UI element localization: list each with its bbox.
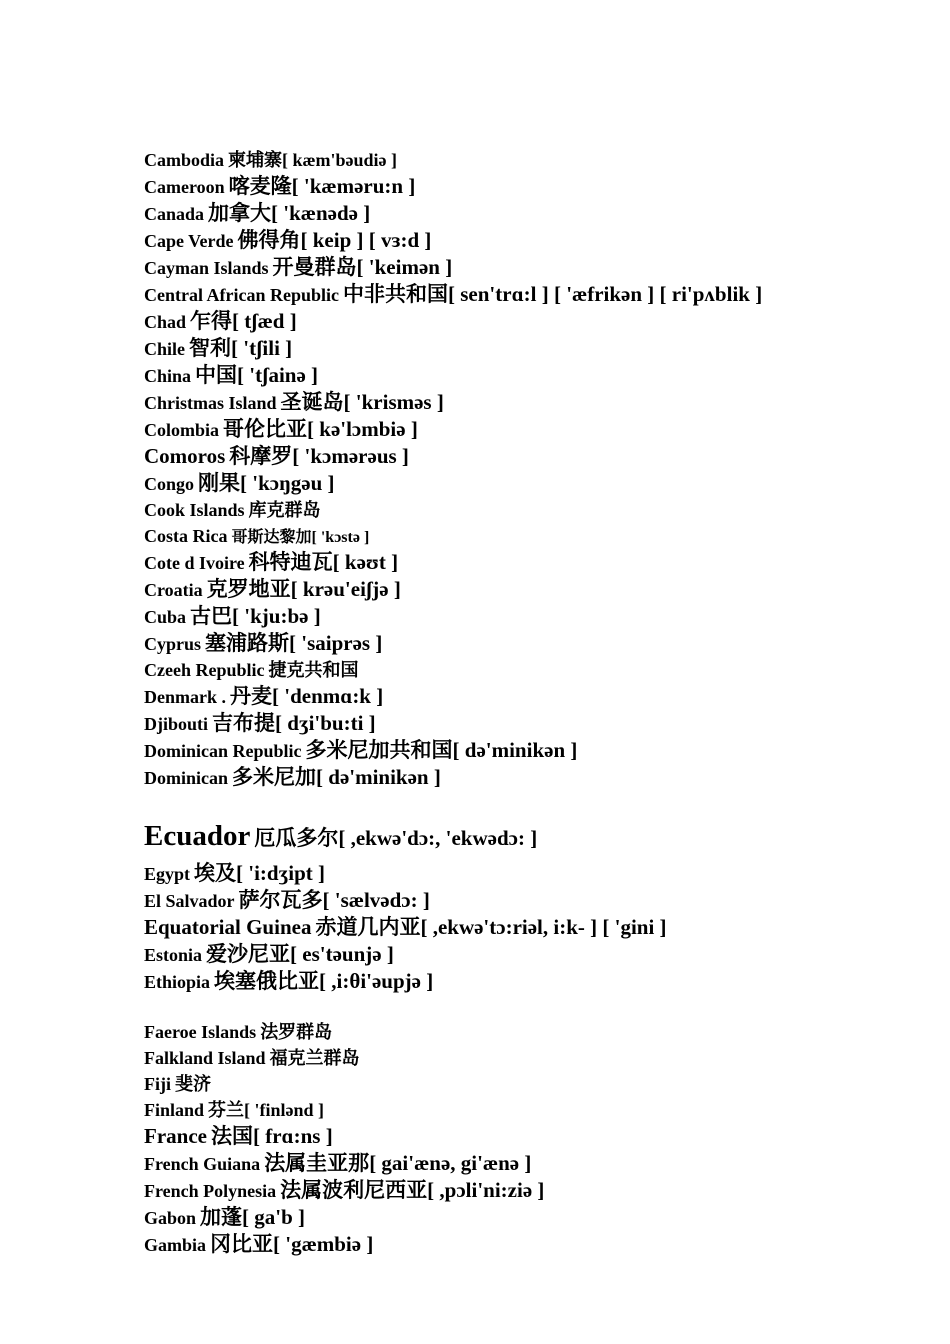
entry-phonetic: [ keip ] [ vɜ:d ] [300, 228, 432, 252]
entry-english: Equatorial Guinea [144, 915, 312, 939]
list-item [144, 1098, 814, 1124]
list-item [144, 417, 814, 444]
entry-english: France [144, 1124, 207, 1148]
entry-phonetic: [ 'kju:bə ] [232, 604, 321, 628]
entry-chinese: 科摩罗 [229, 444, 293, 468]
entry-phonetic: [ dʒi'bu:ti ] [275, 711, 376, 735]
entry-phonetic: [ ,pɔli'ni:ziə ] [427, 1178, 545, 1202]
entry-chinese: 法罗群岛 [260, 1022, 333, 1042]
entry-chinese: 中非共和国 [343, 282, 448, 306]
entry-english: Christmas Island [144, 393, 277, 413]
entry-chinese: 厄瓜多尔 [254, 826, 339, 850]
entry-phonetic: [ 'saiprəs ] [289, 631, 383, 655]
list-item [144, 550, 814, 577]
entry-chinese: 爱沙尼亚 [206, 942, 291, 966]
list-item [144, 390, 814, 417]
entry-english: Colombia [144, 420, 220, 440]
list-item [144, 604, 814, 631]
entry-phonetic: [ ,i:θi'əupjə ] [319, 969, 434, 993]
entry-phonetic: [ 'kæməru:n ] [291, 174, 416, 198]
list-item [144, 1020, 814, 1046]
entry-english: Cambodia [144, 150, 225, 170]
entry-chinese: 丹麦 [230, 684, 272, 708]
entry-chinese: 冈比亚 [210, 1232, 274, 1256]
entry-english: Fiji [144, 1074, 171, 1094]
entry-english: Gabon [144, 1208, 197, 1228]
entry-phonetic: [ 'tʃili ] [231, 336, 293, 360]
country-group-f-g [144, 1020, 814, 1259]
entry-english: Gambia [144, 1235, 207, 1255]
entry-chinese: 埃塞俄比亚 [214, 969, 320, 993]
section-gap [144, 792, 814, 816]
entry-chinese: 萨尔瓦多 [238, 888, 323, 912]
list-item [144, 631, 814, 658]
list-item-ecuador [144, 816, 814, 861]
entry-phonetic: [ es'təunjə ] [290, 942, 394, 966]
entry-phonetic: [ kə'lɔmbiə ] [307, 417, 418, 441]
list-item [144, 444, 814, 471]
entry-english: Dominican Republic [144, 741, 302, 761]
country-group-e [144, 861, 814, 996]
entry-phonetic: [ 'finlənd ] [244, 1100, 325, 1120]
list-item [144, 471, 814, 498]
entry-chinese: 法属圭亚那 [264, 1151, 370, 1175]
entry-phonetic: [ 'kɔmərəus ] [292, 444, 409, 468]
entry-chinese: 乍得 [190, 309, 233, 333]
entry-english: Chile [144, 339, 186, 359]
list-item [144, 363, 814, 390]
entry-chinese: 多米尼加 [232, 765, 317, 789]
entry-english: Croatia [144, 580, 203, 600]
list-item [144, 524, 814, 550]
entry-english: French Guiana [144, 1154, 261, 1174]
list-item [144, 684, 814, 711]
entry-english: El Salvador [144, 891, 235, 911]
entry-english: Cayman Islands [144, 258, 269, 278]
entry-chinese: 科特迪瓦 [248, 550, 333, 574]
entry-chinese: 古巴 [190, 604, 233, 628]
list-item [144, 942, 814, 969]
country-list-page [144, 148, 814, 1259]
entry-chinese: 哥伦比亚 [223, 417, 308, 441]
entry-chinese: 埃及 [194, 861, 237, 885]
entry-chinese: 加蓬 [200, 1205, 243, 1229]
list-item [144, 228, 814, 255]
entry-phonetic: [ də'minikən ] [316, 765, 441, 789]
list-item [144, 336, 814, 363]
list-item [144, 738, 814, 765]
list-item [144, 915, 814, 942]
entry-chinese: 喀麦隆 [228, 174, 292, 198]
entry-chinese: 哥斯达黎加 [231, 529, 312, 546]
entry-english: Falkland Island [144, 1048, 266, 1068]
entry-english: Chad [144, 312, 187, 332]
entry-phonetic: [ ga'b ] [242, 1205, 306, 1229]
list-item [144, 255, 814, 282]
entry-phonetic: [ tʃæd ] [232, 309, 297, 333]
entry-english: Cuba [144, 607, 187, 627]
list-item [144, 1046, 814, 1072]
list-item [144, 861, 814, 888]
list-item [144, 658, 814, 684]
entry-english: Cameroon [144, 177, 225, 197]
entry-english: Cape Verde [144, 231, 234, 251]
list-item [144, 309, 814, 336]
list-item [144, 282, 814, 309]
entry-phonetic: [ frɑ:ns ] [252, 1124, 333, 1148]
list-item [144, 498, 814, 524]
list-item [144, 1124, 814, 1151]
entry-english: Ecuador [144, 820, 251, 852]
entry-chinese: 智利 [189, 336, 232, 360]
list-item [144, 969, 814, 996]
list-item [144, 1178, 814, 1205]
entry-chinese: 库克群岛 [248, 500, 321, 520]
entry-chinese: 开曼群岛 [272, 255, 357, 279]
entry-english: Canada [144, 204, 205, 224]
entry-english: Ethiopia [144, 972, 211, 992]
entry-english: Cyprus [144, 634, 202, 654]
entry-english: Finland [144, 1100, 205, 1120]
list-item [144, 577, 814, 604]
entry-chinese: 吉布提 [212, 711, 276, 735]
entry-english: Cote d Ivoire [144, 553, 245, 573]
entry-phonetic: [ gai'ænə, gi'ænə ] [369, 1151, 532, 1175]
entry-phonetic: [ 'i:dʒipt ] [236, 861, 325, 885]
entry-english: Comoros [144, 444, 226, 468]
country-group-c-d [144, 148, 814, 792]
list-item [144, 174, 814, 201]
entry-english: French Polynesia [144, 1181, 277, 1201]
entry-chinese: 法属波利尼西亚 [280, 1178, 428, 1202]
section-gap [144, 996, 814, 1020]
list-item [144, 1072, 814, 1098]
entry-english: Faeroe Islands [144, 1022, 257, 1042]
entry-chinese: 捷克共和国 [268, 660, 359, 680]
list-item [144, 711, 814, 738]
entry-phonetic: [ krəu'eiʃjə ] [290, 577, 401, 601]
entry-chinese: 福克兰群岛 [269, 1048, 360, 1068]
entry-english: Central African Republic [144, 285, 339, 305]
entry-phonetic: [ də'minikən ] [452, 738, 578, 762]
entry-english: Czeeh Republic [144, 660, 265, 680]
entry-english: Congo [144, 474, 195, 494]
entry-chinese: 芬兰 [208, 1100, 245, 1120]
entry-english: China [144, 366, 192, 386]
entry-phonetic: [ ,ekwə'tɔ:riəl, i:k- ] [ 'gini ] [420, 915, 667, 939]
list-item [144, 201, 814, 228]
entry-chinese: 法国 [210, 1124, 253, 1148]
entry-chinese: 柬埔寨 [228, 150, 283, 170]
entry-phonetic: [ ,ekwə'dɔ:, 'ekwədɔ: ] [338, 826, 538, 850]
entry-chinese: 塞浦路斯 [205, 631, 290, 655]
entry-chinese: 克罗地亚 [206, 577, 291, 601]
list-item [144, 765, 814, 792]
entry-chinese: 刚果 [198, 471, 241, 495]
entry-chinese: 中国 [195, 363, 238, 387]
entry-chinese: 赤道几内亚 [315, 915, 421, 939]
entry-chinese: 加拿大 [208, 201, 272, 225]
list-item [144, 1205, 814, 1232]
entry-phonetic: [ 'kænədə ] [271, 201, 371, 225]
entry-chinese: 斐济 [175, 1074, 211, 1094]
entry-english: Costa Rica [144, 526, 228, 546]
entry-phonetic: [ 'krisməs ] [343, 390, 444, 414]
entry-phonetic: [ 'sælvədɔ: ] [322, 888, 430, 912]
entry-english: Egypt [144, 864, 191, 884]
list-item [144, 1151, 814, 1178]
entry-phonetic: [ 'tʃainə ] [237, 363, 319, 387]
entry-english: Estonia [144, 945, 203, 965]
list-item [144, 1232, 814, 1259]
entry-phonetic: [ 'kɔŋgəu ] [240, 471, 335, 495]
entry-phonetic: [ 'keimən ] [356, 255, 453, 279]
entry-phonetic: [ 'gæmbiə ] [273, 1232, 374, 1256]
entry-english: Cook Islands [144, 500, 245, 520]
entry-english: Dominican [144, 768, 229, 788]
entry-english: Denmark . [144, 687, 226, 707]
entry-phonetic: [ kəʊt ] [332, 550, 399, 574]
entry-chinese: 佛得角 [237, 228, 301, 252]
entry-phonetic: [ 'denmɑ:k ] [272, 684, 384, 708]
entry-chinese: 多米尼加共和国 [305, 738, 453, 762]
entry-chinese: 圣诞岛 [280, 390, 344, 414]
entry-phonetic: [ 'kɔstə ] [311, 529, 370, 546]
entry-phonetic: [ sen'trɑ:l ] [ 'æfrikən ] [ ri'pʌblik ] [448, 282, 763, 306]
entry-english: Djibouti [144, 714, 209, 734]
entry-phonetic: [ kæm'bəudiə ] [282, 150, 398, 170]
list-item [144, 148, 814, 174]
list-item [144, 888, 814, 915]
